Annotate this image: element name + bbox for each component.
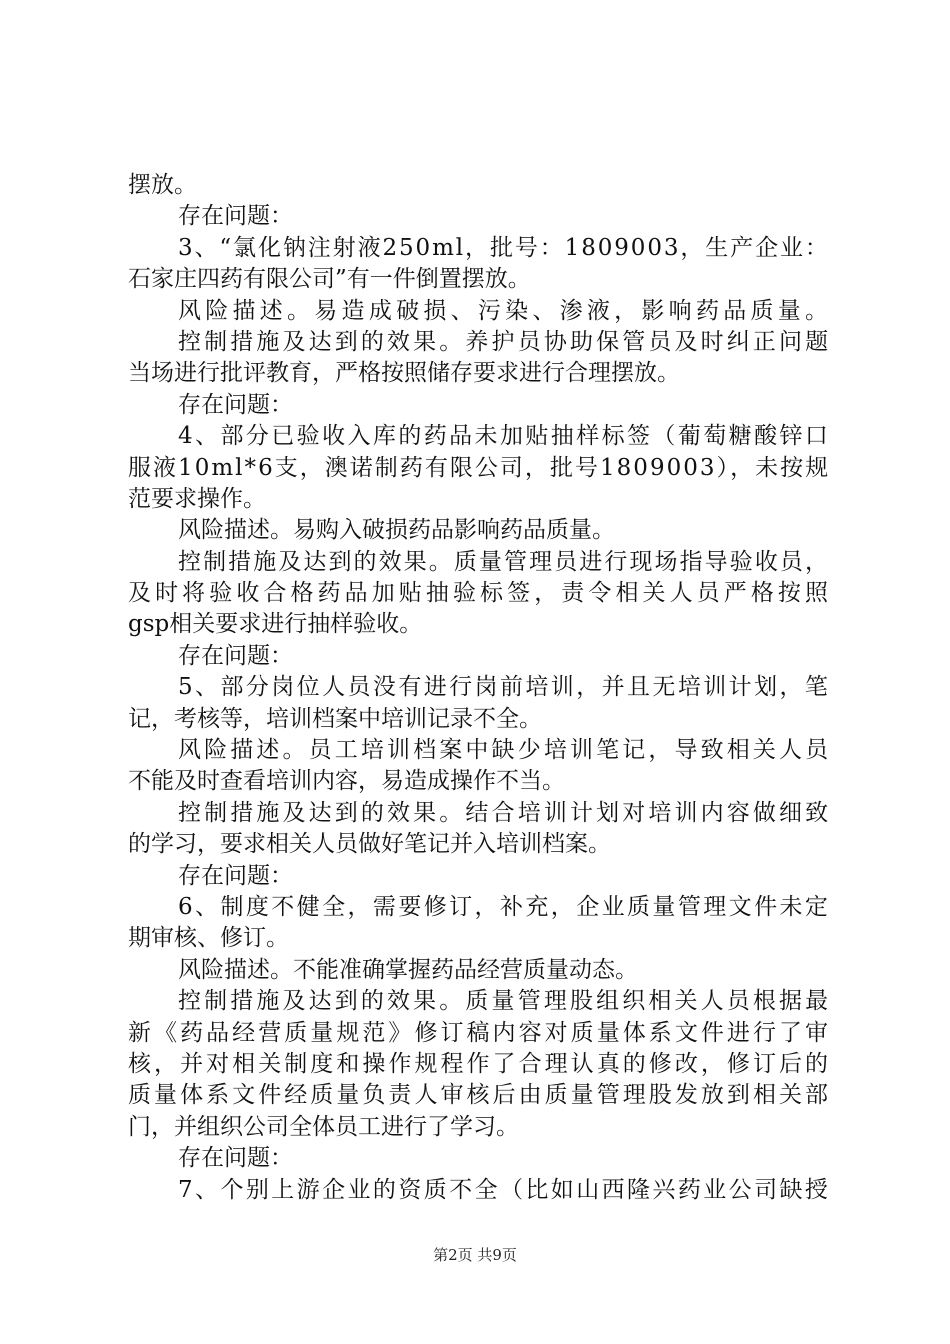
text-line: 存在问题：: [178, 1145, 293, 1172]
text-line: 石家庄四药有限公司”有一件倒置摆放。: [128, 266, 531, 293]
text-line: 期审核、修订。: [128, 925, 289, 952]
text-line: 控制措施及达到的效果。养护员协助保管员及时纠正问题: [178, 328, 832, 355]
text-line: 的学习，要求相关人员做好笔记并入培训档案。: [128, 831, 611, 858]
text-line: 5、部分岗位人员没有进行岗前培训，并且无培训计划，笔: [178, 674, 831, 701]
document-body: [128, 170, 833, 1206]
text-line: 核，并对相关制度和操作规程作了合理认真的修改，修订后的: [128, 1050, 832, 1077]
text-line: 服液10ml*6支，澳诺制药有限公司，批号1809003），未按规: [128, 454, 831, 481]
text-line: 控制措施及达到的效果。结合培训计划对培训内容做细致: [178, 799, 832, 826]
text-line: 范要求操作。: [128, 485, 266, 512]
page-footer: 第2页 共9页: [433, 1246, 517, 1264]
text-line: 6、制度不健全，需要修订，补充，企业质量管理文件未定: [178, 893, 831, 920]
text-line: 质量体系文件经质量负责人审核后由质量管理股发放到相关部: [128, 1082, 832, 1109]
text-line: 及时将验收合格药品加贴抽验标签，责令相关人员严格按照: [128, 580, 833, 607]
text-line: 摆放。: [128, 172, 197, 198]
text-line: 控制措施及达到的效果。质量管理员进行现场指导验收员，: [178, 548, 831, 575]
text-line: 风险描述。员工培训档案中缺少培训笔记，导致相关人员: [178, 737, 832, 764]
text-line: 记，考核等，培训档案中培训记录不全。: [128, 705, 542, 732]
text-line: 3、“氯化钠注射液250ml，批号：1809003，生产企业：: [178, 234, 830, 261]
text-line: 当场进行批评教育，严格按照储存要求进行合理摆放。: [128, 360, 680, 387]
text-line: 存在问题：: [178, 862, 293, 889]
text-line: 控制措施及达到的效果。质量管理股组织相关人员根据最: [178, 988, 832, 1015]
text-line: gsp相关要求进行抽样验收。: [128, 611, 423, 638]
text-line: 不能及时查看培训内容，易造成操作不当。: [128, 768, 565, 795]
text-line: 风险描述。易造成破损、污染、渗液，影响药品质量。: [178, 297, 833, 324]
text-line: 新《药品经营质量规范》修订稿内容对质量体系文件进行了审: [128, 1019, 832, 1046]
text-line: 7、个别上游企业的资质不全（比如山西隆兴药业公司缺授: [178, 1176, 831, 1203]
text-line: 存在问题：: [178, 203, 293, 230]
text-line: 门，并组织公司全体员工进行了学习。: [128, 1113, 519, 1140]
text-line: 存在问题：: [178, 391, 293, 418]
text-line: 4、部分已验收入库的药品未加贴抽样标签（葡萄糖酸锌口: [178, 423, 831, 450]
text-line: 存在问题：: [178, 642, 293, 669]
text-line: 风险描述。易购入破损药品影响药品质量。: [178, 517, 615, 544]
text-line: 风险描述。不能准确掌握药品经营质量动态。: [178, 956, 638, 983]
